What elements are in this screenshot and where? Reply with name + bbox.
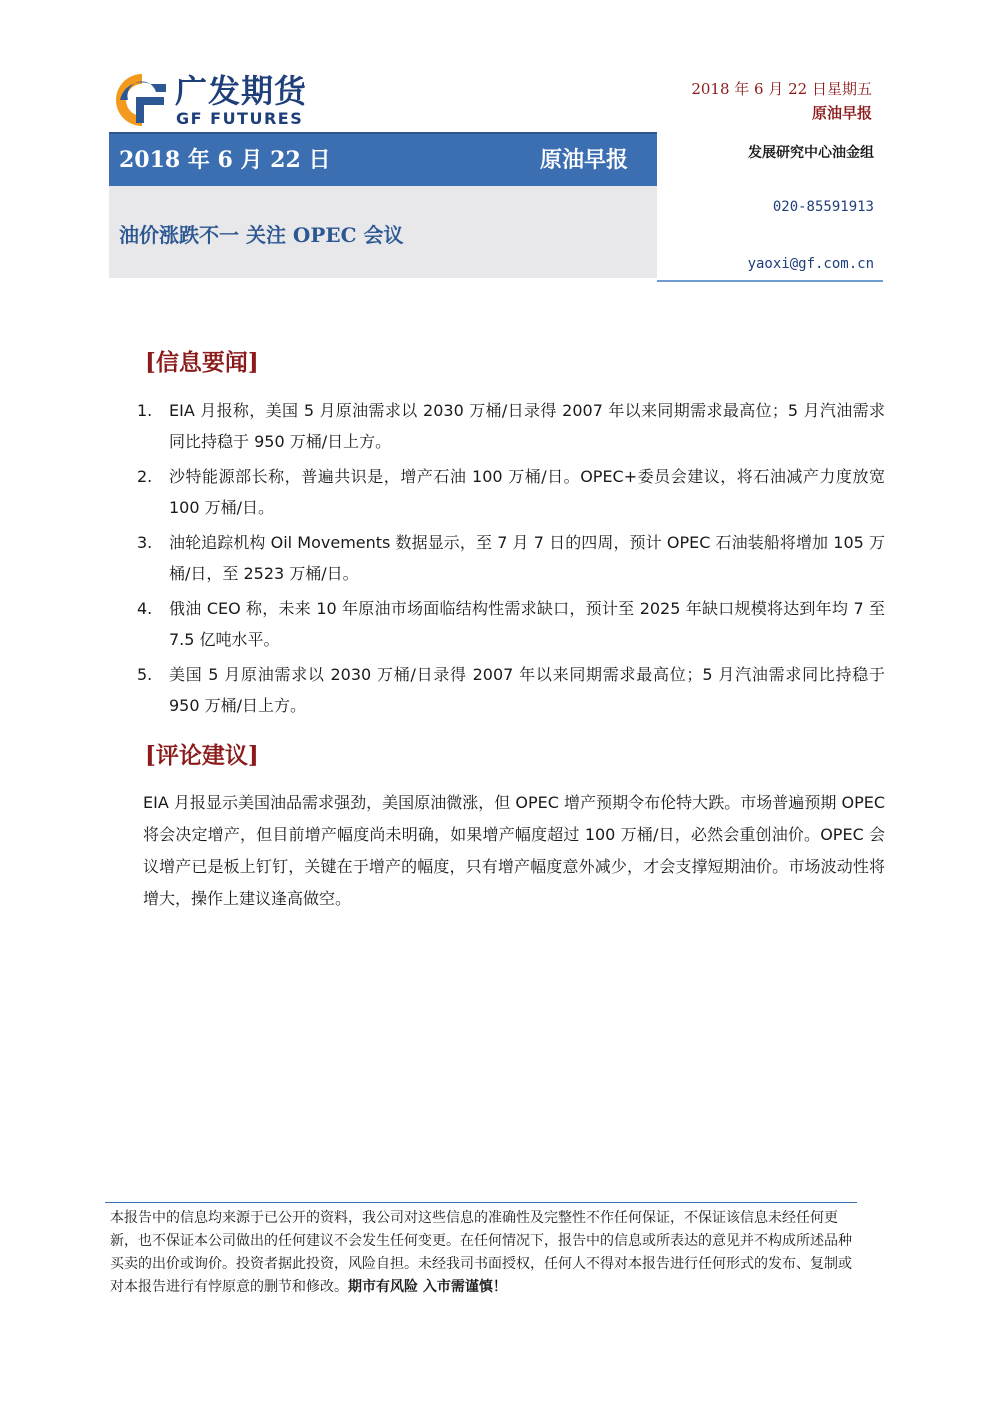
risk-warning: 期市有风险 入市需谨慎！ [348,1279,507,1295]
contact-phone: 020-85591913 [772,199,874,215]
report-type-label: 原油早报 [811,104,872,122]
disclaimer-text: 本报告中的信息均来源于已公开的资料，我公司对这些信息的准确性及完整性不作任何保证，不保证该信息未经任何更新，也不保证本公司做出的任何建议不会发生任何变更。在任何情况下，报告中的信息或所表达的意见并不构成所述品种买卖的出价或询价。投资者据此投资，风险自担。未经我司书面授权，任何人不得对本报告进行任何形式的发布、复制或对本报告进行有悖原意的删节和修改。 [110,1210,852,1295]
news-item-number: 3. [137,533,153,552]
department-name: 发展研究中心油金组 [748,145,874,161]
news-list [137,395,885,725]
news-item [137,395,885,457]
logo-text-en: GF FUTURES [176,109,304,128]
news-item-text: 油轮追踪机构 Oil Movements 数据显示，至 7 月 7 日的四周，预计 OPEC 石油装船将增加 105 万桶/日，至 2523 万桶/日。 [169,533,885,583]
disclaimer [110,1207,856,1299]
comment-paragraph: EIA 月报显示美国油品需求强劲，美国原油微涨，但 OPEC 增产预期令布伦特大跌。市场普遍预期 OPEC 将会决定增产，但目前增产幅度尚未明确，如果增产幅度超过 100 万桶/日，必然会重创油价。OPEC 会议增产已是板上钉钉，关键在于增产的幅度，只有增产幅度意外减少，才会支撑短期油价。市场波动性将增大，操作上建议逢高做空。 [143,793,885,908]
news-item-text: 俄油 CEO 称，未来 10 年原油市场面临结构性需求缺口，预计至 2025 年缺口规模将达到年均 7 至 7.5 亿吨水平。 [169,599,885,649]
news-item [137,461,885,523]
report-headline: 油价涨跌不一 关注 OPEC 会议 [119,223,404,247]
news-item-number: 2. [137,467,153,486]
comment-section-title: [评论建议] [145,742,259,769]
logo-text-cn: 广发期货 [175,72,308,110]
news-item-number: 5. [137,665,153,684]
news-item [137,659,885,721]
news-item-text: EIA 月报称，美国 5 月原油需求以 2030 万桶/日录得 2007 年以来同期需求最高位；5 月汽油需求同比持稳于 950 万桶/日上方。 [169,401,885,451]
title-bar-date: 2018 年 6 月 22 日 [119,147,331,173]
news-item-number: 4. [137,599,153,618]
news-item [137,527,885,589]
news-item-text: 美国 5 月原油需求以 2030 万桶/日录得 2007 年以来同期需求最高位；5 月汽油需求同比持稳于 950 万桶/日上方。 [169,665,885,715]
news-item-number: 1. [137,401,153,420]
contact-email-link[interactable]: yaoxi@gf.com.cn [747,256,874,272]
disclaimer-divider [105,1202,857,1203]
news-item [137,593,885,655]
news-section-title: [信息要闻] [145,349,259,376]
title-bar-report-type: 原油早报 [540,147,629,173]
news-item-text: 沙特能源部长称，普遍共识是，增产石油 100 万桶/日。OPEC+委员会建议，将石油减产力度放宽 100 万桶/日。 [169,467,885,517]
contact-divider [657,280,883,282]
report-date-weekday: 2018 年 6 月 22 日星期五 [691,80,872,98]
